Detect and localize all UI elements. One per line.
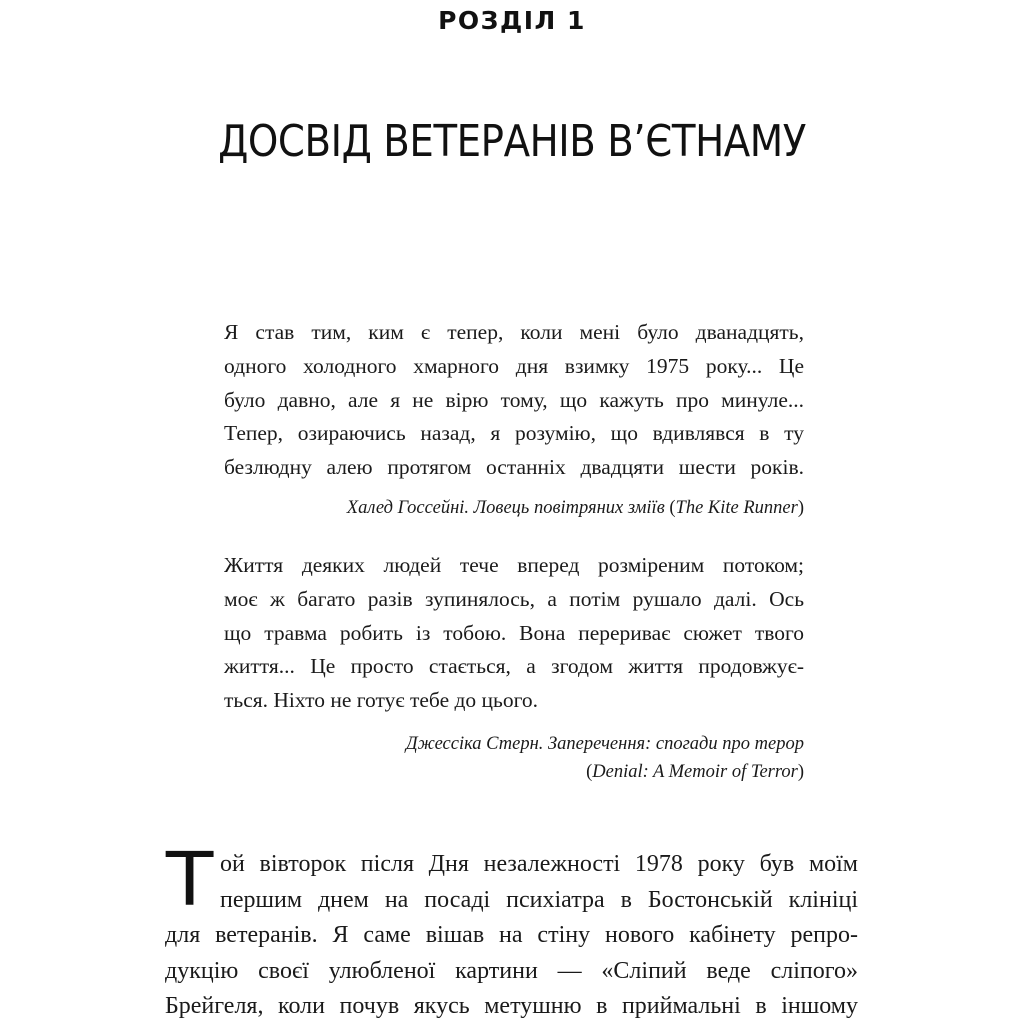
attribution-original-title: Denial: A Memoir of Terror [592, 762, 798, 782]
epigraph-line: ться. Ніхто не готує тебе до цього. [224, 688, 539, 713]
body-line: першим днем на посаді психіатра в Бостонській клініці [220, 886, 858, 913]
epigraph-2-attribution [204, 730, 804, 786]
epigraph-line: моє ж багато разів зупинялось, а потім рушало далі. Ось [224, 586, 804, 611]
body-paragraph [165, 847, 858, 1025]
attribution-paren-open: ( [664, 498, 676, 518]
epigraph-line: що травма робить із тобою. Вона перериває сюжет твого [224, 620, 804, 645]
attribution-author-work: Халед Госсейні. Ловець повітряних зміїв [346, 498, 665, 518]
epigraph-line: одного холодного хмарного дня взимку 1975 року... Це [224, 353, 804, 378]
epigraph-1-attribution [204, 494, 804, 522]
epigraph-2 [224, 549, 804, 718]
body-line: ой вівторок після Дня незалежності 1978 року був моїм [220, 851, 858, 877]
chapter-label: РОЗДІЛ 1 [438, 6, 586, 35]
epigraph-line: життя... Це просто стається, а згодом життя продовжує- [224, 654, 804, 679]
epigraph-line: було давно, але я не вірю тому, що кажуть про минуле... [224, 387, 804, 412]
body-line: Брейгеля, коли почув якусь метушню в приймальні в іншому [165, 993, 858, 1019]
attribution-paren-close: ) [797, 498, 804, 518]
epigraph-1 [224, 316, 804, 485]
epigraph-line: Тепер, озираючись назад, я розумію, що вдивлявся в ту [224, 421, 804, 446]
attribution-paren-open: ( [586, 762, 593, 782]
attribution-paren-close: ) [797, 762, 804, 782]
chapter-title: ДОСВІД ВЕТЕРАНІВ В’ЄТНАМУ [218, 116, 806, 167]
drop-cap: Т [165, 837, 214, 923]
attribution-author-work: Джессіка Стерн. Заперечення: спогади про терор [405, 734, 804, 754]
attribution-original-title: The Kite Runner [675, 498, 798, 518]
body-line: дукцію своєї улюбленої картини — «Сліпий веде сліпого» [165, 957, 858, 984]
epigraph-line: безлюдну алею протягом останніх двадцяти шести років. [224, 455, 804, 480]
epigraph-line: Я став тим, ким є тепер, коли мені було дванадцять, [224, 320, 804, 344]
body-line: для ветеранів. Я саме вішав на стіну нового кабінету репро- [165, 922, 858, 948]
epigraph-line: Життя деяких людей тече вперед розміреним потоком; [224, 553, 804, 577]
